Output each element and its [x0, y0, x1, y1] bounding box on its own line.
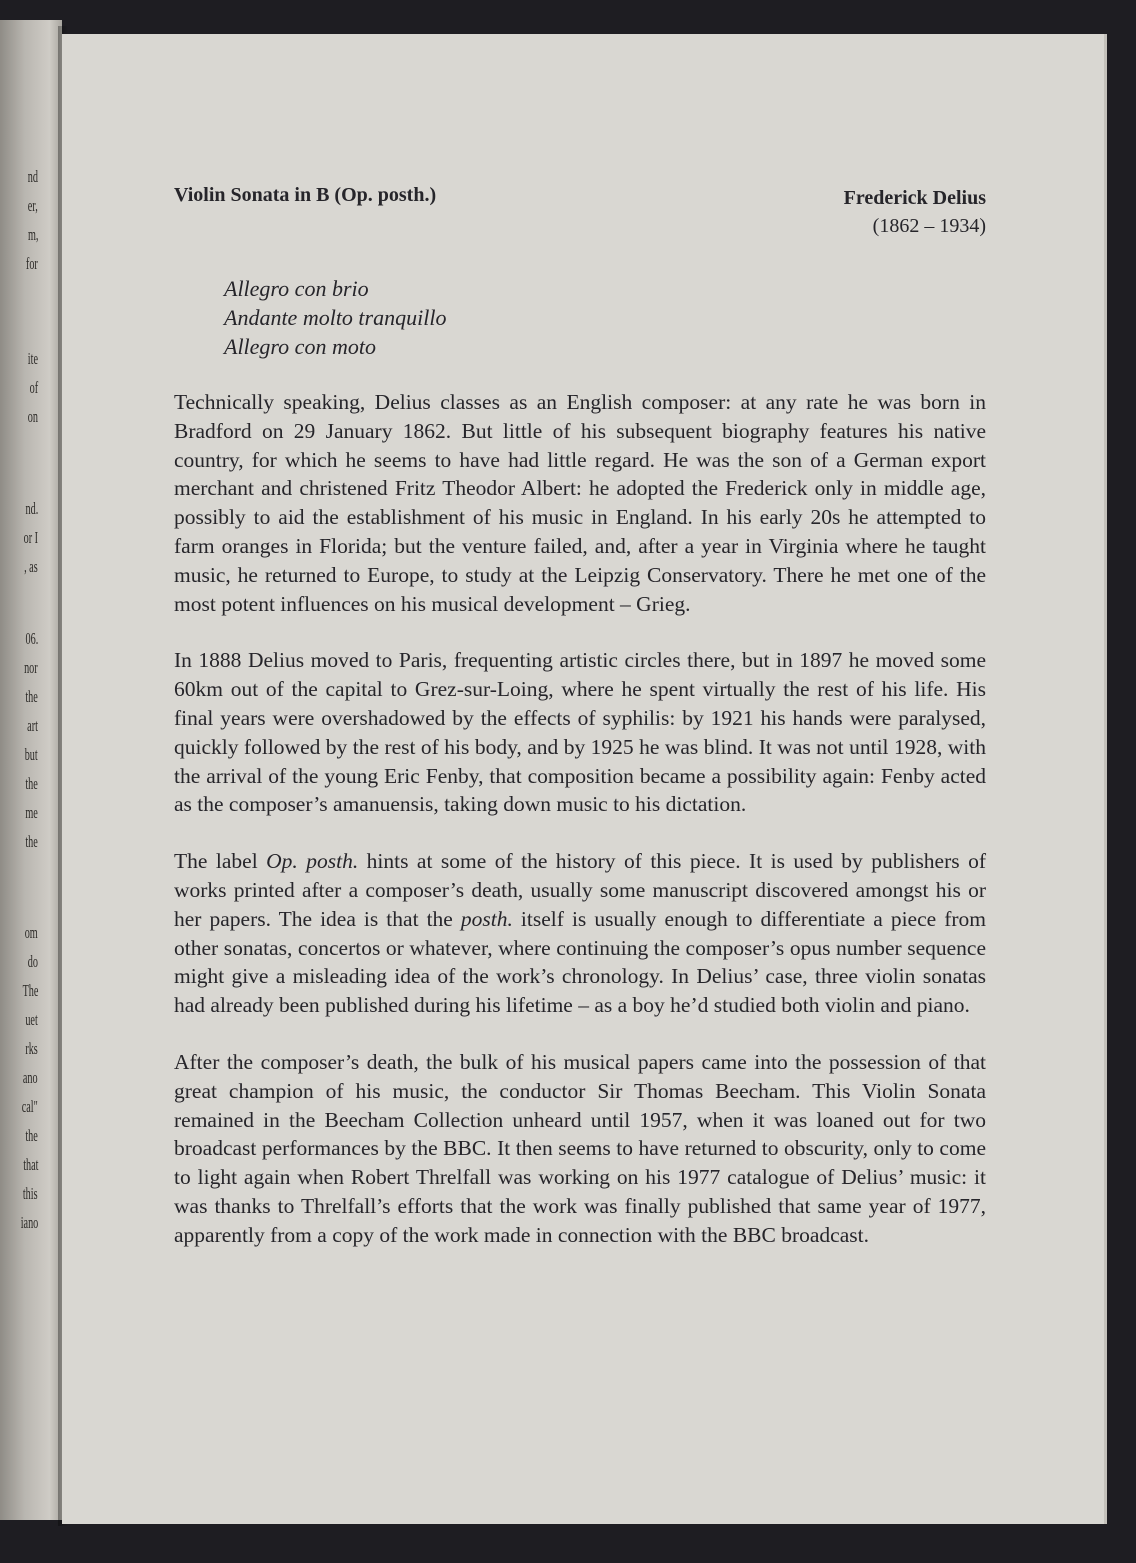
edge-fragment: 06.	[25, 629, 38, 648]
edge-fragment: or I	[23, 528, 38, 547]
paragraph-paris-years: In 1888 Delius moved to Paris, frequenting artistic circles there, but in 1897 he moved some 60km out of the capital to Grez-sur-Loing, where he spent virtually the rest of his life. His final years were overshadowed by the effects of syphilis: by 1921 his hands were paralysed, quickly followed by the rest of his body, and by 1925 he was blind. It was not until 1928, with the arrival of the young Eric Fenby, that composition became a possibility again: Fenby acted as the composer’s amanuensis, taking down music to his dictation.	[174, 648, 986, 817]
paragraph-publication-history: After the composer’s death, the bulk of his musical papers came into the possession of that great champion of his music, the conductor Sir Thomas Beecham. This Violin Sonata remained in the Beecham Collection unheard until 1957, when it was loaned out for two broadcast performances by the BBC. It then seems to have returned to obscurity, only to come to light again when Robert Threlfall was working on his 1977 catalogue of Delius’ music: it was thanks to Threlfall’s efforts that the work was finally published that same year of 1977, apparently from a copy of the work made in connection with the BBC broadcast.	[174, 1049, 986, 1247]
edge-fragment: rks	[25, 1039, 38, 1058]
edge-fragment: of	[29, 378, 38, 397]
page-content	[174, 182, 987, 1247]
edge-fragment: m,	[27, 225, 38, 244]
programme-note	[174, 388, 986, 1278]
edge-fragment: er,	[27, 196, 38, 215]
edge-fragment: ite	[27, 349, 38, 368]
edge-fragment: art	[27, 716, 38, 735]
piece-header	[174, 182, 986, 274]
text-span: itself is usually enough to differentiate a piece from other sonatas, concertos or whatever, where continuing the composer’s opus number sequence might give a misleading idea of the work’s chronology. In Delius’ case, three violin sonatas had already been published during his lifetime – as a boy he’d studied both violin and piano.	[174, 906, 987, 1018]
paragraph-biography: Technically speaking, Delius classes as an English composer: at any rate he was born in Bradford on 29 January 1862. But little of his subsequent biography features his native country, for which he seems to have had little regard. He was the son of a German export merchant and christened Fritz Theodor Albert: he adopted the Frederick only in middle age, possibly to aid the establishment of his music in England. In his early 20s he attempted to farm oranges in Florida; but the venture failed, and, after a year in Virginia where he taught music, he returned to Europe, to study at the Leipzig Conservatory. There he met one of the most potent influences on his musical development – Grieg.	[174, 390, 986, 616]
composer-block	[844, 184, 986, 240]
edge-fragment: the	[25, 832, 38, 851]
edge-fragment: nor	[24, 658, 38, 677]
edge-fragment: on	[27, 407, 38, 426]
edge-fragment: iano	[20, 1213, 38, 1232]
programme-page	[62, 34, 1107, 1524]
edge-fragment: for	[26, 254, 38, 273]
edge-fragment: om	[24, 923, 38, 942]
composer-name: Frederick Delius	[843, 187, 986, 209]
facing-page-edge	[0, 20, 62, 1520]
movement-item: Allegro con moto	[224, 334, 376, 359]
edge-fragment: me	[25, 803, 38, 822]
paragraph-op-posth	[174, 847, 986, 1020]
edge-fragment: nd.	[25, 499, 38, 518]
movement-list	[224, 274, 446, 361]
text-span: hints at some of the history of this piece. It is used by publishers of works printed after a composer’s death, usually some manuscript discovered amongst his or her papers. The idea is that the	[174, 849, 986, 931]
edge-fragment: nd	[27, 167, 38, 186]
edge-fragment: the	[25, 1126, 38, 1145]
edge-fragment: but	[24, 745, 38, 764]
edge-fragment: this	[23, 1184, 38, 1203]
edge-fragment: do	[27, 952, 38, 971]
italic-term: Op. posth.	[266, 849, 359, 874]
composer-dates: (1862 – 1934)	[872, 215, 986, 237]
italic-term: posth.	[460, 906, 513, 931]
edge-fragment: the	[25, 687, 38, 706]
piece-title: Violin Sonata in B (Op. posth.)	[174, 184, 437, 206]
movement-item: Allegro con brio	[224, 276, 369, 301]
edge-fragment: that	[22, 1155, 38, 1174]
edge-fragment: the	[25, 774, 38, 793]
movement-item: Andante molto tranquillo	[224, 305, 447, 330]
text-span: The label	[174, 849, 267, 874]
edge-fragment: uet	[25, 1010, 38, 1029]
edge-fragment: The	[22, 981, 38, 1000]
edge-fragment: cal"	[21, 1097, 38, 1116]
edge-fragment: ano	[23, 1068, 38, 1087]
edge-fragment: , as	[24, 557, 38, 576]
